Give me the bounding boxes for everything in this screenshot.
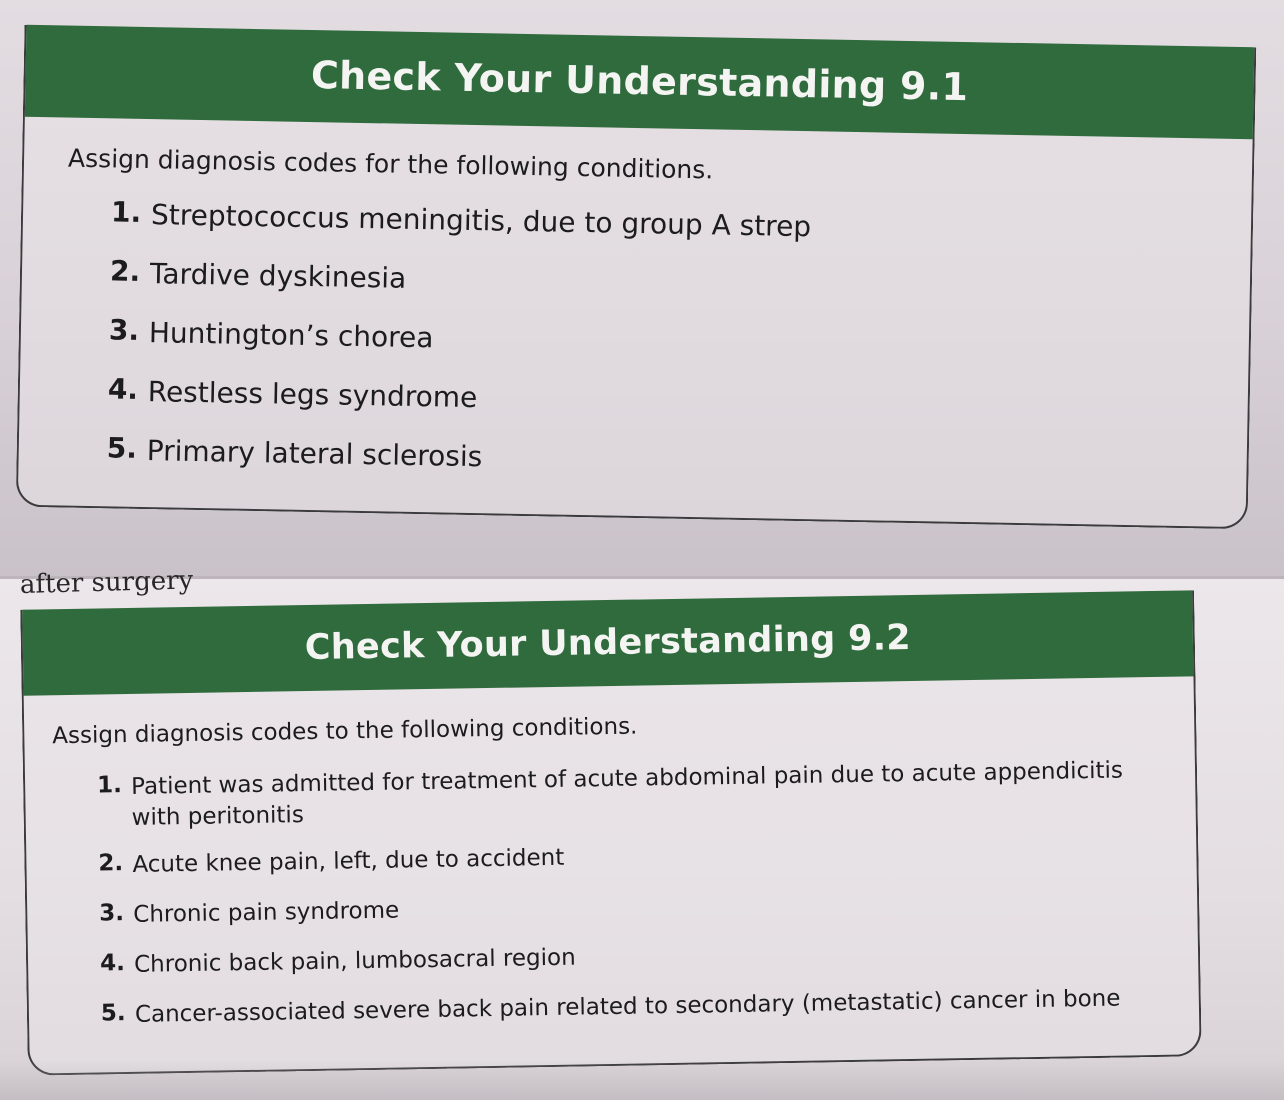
exercise-instruction: Assign diagnosis codes for the following conditions. — [67, 143, 714, 185]
item-text: Acute knee pain, left, due to accident — [132, 844, 565, 878]
item-number: 1. — [96, 772, 123, 799]
item-text: Streptococcus meningitis, due to group A strep — [150, 198, 812, 244]
item-text: Cancer-associated severe back pain related to secondary (metastatic) cancer in bone — [134, 985, 1121, 1028]
item-text: Chronic pain syndrome — [133, 897, 400, 928]
item-number: 2. — [98, 850, 124, 877]
item-number: 3. — [99, 900, 125, 927]
item-number: 5. — [106, 431, 138, 465]
item-number: 4. — [99, 950, 126, 977]
item-number: 3. — [108, 313, 140, 347]
item-text: Patient was admitted for treatment of acute abdominal pain due to acute appendicitis with peritonitis — [130, 757, 1124, 831]
exercise-title: Check Your Understanding 9.2 — [304, 618, 912, 669]
item-text: Chronic back pain, lumbosacral region — [133, 944, 576, 978]
item-text: Huntington’s chorea — [148, 316, 434, 355]
exercise-item-list — [25, 730, 1200, 1051]
page-edge-shadow — [0, 1060, 1284, 1100]
exercise-box-9-2 — [20, 590, 1202, 1075]
item-text: Tardive dyskinesia — [149, 257, 407, 295]
item-text: Primary lateral sclerosis — [146, 434, 483, 474]
exercise-instruction: Assign diagnosis codes to the following conditions. — [52, 713, 638, 750]
item-number: 4. — [107, 372, 139, 406]
item-text: Restless legs syndrome — [147, 375, 478, 415]
exercise-item-list — [18, 172, 1252, 511]
exercise-title: Check Your Understanding 9.1 — [310, 53, 969, 110]
item-number: 1. — [110, 195, 142, 229]
exercise-box-9-1 — [16, 25, 1257, 529]
item-number: 5. — [100, 1000, 126, 1027]
item-number: 2. — [109, 254, 141, 288]
page-text-fragment: after surgery — [19, 565, 194, 600]
